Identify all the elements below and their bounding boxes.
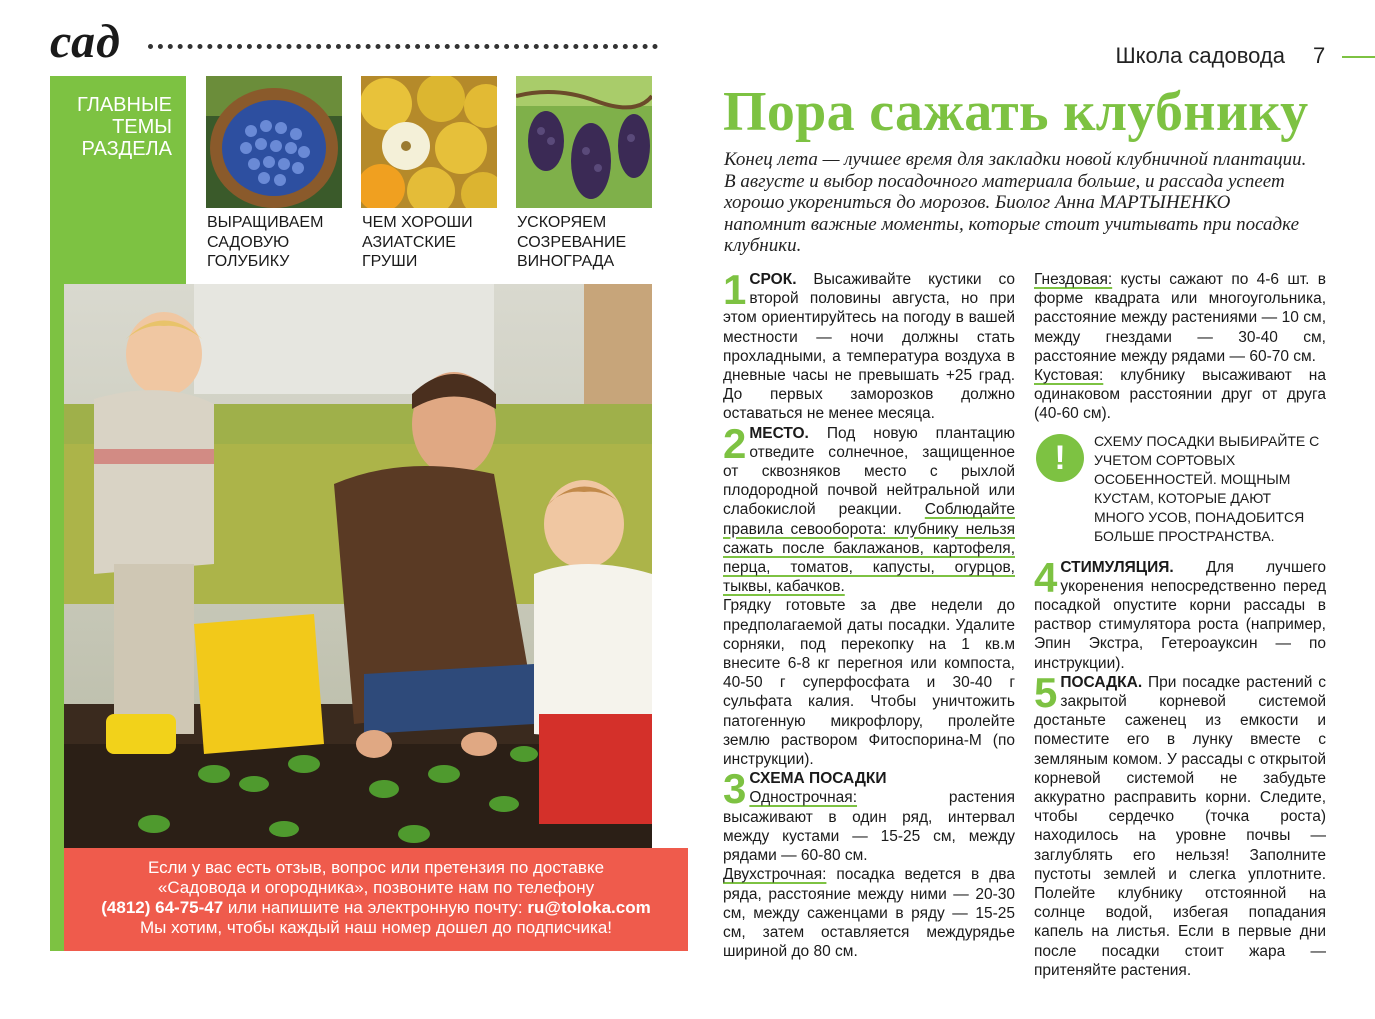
page-number: 7: [1313, 43, 1326, 68]
scheme-label: Двухстрочная:: [723, 866, 827, 884]
step-heading: СРОК.: [749, 271, 797, 288]
scheme-label: Кустовая:: [1034, 367, 1104, 385]
page-header-title: Школа садовода: [1115, 43, 1285, 68]
step-1: [723, 266, 1015, 424]
step-heading: ПОСАДКА.: [1060, 673, 1143, 691]
caption-line: САДОВУЮ: [207, 233, 290, 251]
asian-pears-photo[interactable]: [361, 76, 497, 208]
topics-title-line: РАЗДЕЛА: [81, 138, 172, 160]
tip-box: [1034, 432, 1326, 544]
scheme-text: растения высаживают в один ряд, интервал между кустами — 15-25 см, между рядами — 60-80 см.: [723, 789, 1015, 865]
step-5: [1034, 668, 1326, 980]
step-number: 3: [723, 765, 747, 813]
step-3: [723, 765, 1015, 961]
step-2: [723, 419, 1015, 770]
topic-caption-pears[interactable]: [362, 213, 512, 272]
caption-line: ЧЕМ ХОРОШИ: [362, 214, 473, 231]
step-number: 5: [1034, 668, 1058, 716]
crop-rotation-rule: Соблюдайте правила севооборота: клубнику нельзя сажать после баклажанов, картофеля, перца, томатов, капусты, огурцов, тыквы, кабачков.: [723, 501, 1015, 596]
dotted-divider: [148, 44, 658, 49]
caption-line: ВЫРАЩИВАЕМ: [207, 214, 324, 231]
exclamation-icon: !: [1036, 434, 1084, 482]
topics-title-line: ТЕМЫ: [112, 116, 172, 138]
step-number: 1: [723, 266, 747, 313]
scheme-text: кусты сажают по 4-6 шт. в форме квадрата или многоугольника, расстояние между растениями — 10 см, между гнездами — 30-40 см, расстояние между рядами — 60-70 см.: [1034, 271, 1326, 365]
section-title: сад: [50, 15, 121, 68]
caption-line: АЗИАТСКИЕ: [362, 233, 456, 251]
article-lead: Конец лета — лучшее время для закладки новой клубничной плантации. В августе и выбор посадочного материала больше, и рассада успеет хорошо укорениться до морозов. Биолог Анна МАРТЫНЕНКО напомнит важные моменты, которые стоит учитывать при посадке клубники.: [724, 149, 1307, 256]
step-heading: СТИМУЛЯЦИЯ.: [1060, 558, 1174, 576]
contact-line-mid: или напишите на электронную почту:: [223, 898, 528, 917]
step-text: Грядку готовьте за две недели до предполагаемой даты посадки. Удалите сорняки, под перекопку на 1 кв.м внесите 6-8 кг перегноя или компоста, 40-50 г суперфосфата и 30-40 г сульфата калия. Чтобы уничтожить патогенную микрофлору, пролейте землю раствором Фитоспорина-М (по инструкции).: [723, 597, 1015, 769]
header-rule: [1342, 56, 1375, 58]
article-column-2: [1034, 270, 1326, 980]
article-column-1: [723, 266, 1015, 961]
scheme-label: Однострочная:: [749, 789, 858, 807]
caption-line: ГРУШИ: [362, 253, 418, 270]
topics-title: [52, 94, 172, 160]
caption-line: ВИНОГРАДА: [517, 253, 615, 270]
caption-line: ГОЛУБИКУ: [207, 253, 290, 270]
step-number: 2: [723, 419, 747, 467]
topic-caption-grapes[interactable]: [517, 213, 667, 272]
step-text: Под новую плантацию отведите солнечное, защищенное от сквозняков место с рыхлой плодородной почвой нейтральной или слабокислой реакции.: [723, 424, 1015, 519]
tip-text: СХЕМУ ПОСАДКИ ВЫБИРАЙТЕ С УЧЕТОМ СОРТОВЫХ ОСОБЕННОСТЕЙ. МОЩНЫМ КУСТАМ, КОТОРЫЕ ДАЮТ МНОГО УСОВ, ПОНАДОБИТСЯ БОЛЬШЕ ПРОСТРАНСТВА.: [1094, 432, 1320, 544]
contact-banner: [64, 848, 688, 951]
step-text: Для лучшего укоренения непосредственно перед посадкой опустите корни рассады в раствор стимулятора роста (например, Эпин Экстра, Гетероауксин — по инструкции).: [1034, 558, 1326, 672]
step-heading: МЕСТО.: [749, 424, 809, 442]
contact-line: «Садовода и огородника», позвоните нам по телефону: [157, 878, 595, 897]
contact-phone[interactable]: (4812) 64-75-47: [101, 898, 224, 917]
step-heading: СХЕМА ПОСАДКИ: [749, 770, 887, 788]
family-gardening-photo: [64, 284, 652, 848]
article-title: Пора сажать клубнику: [723, 81, 1309, 143]
caption-line: УСКОРЯЕМ: [517, 214, 607, 231]
step-text: При посадке растений с закрытой корневой системой достаньте саженец из емкости и поместите его в лунку вместе с земляным комом. У рассады с открытой корневой системой не забудьте аккуратно расправить корни. Следите, чтобы сердечко (точка роста) находилось на уровне почвы — заглублять его нельзя! Заполните пустоты землей и слегка уплотните. Полейте клубнику отстоянной на солнце водой, избегая попадания капель на листья. Если в первые дни после посадки стоит жара — притеняйте растения.: [1034, 673, 1326, 979]
contact-line: [64, 898, 688, 918]
step-4: [1034, 553, 1326, 673]
grapes-photo[interactable]: [516, 76, 652, 208]
step-number: 4: [1034, 553, 1058, 601]
step-text: Высаживайте кустики со второй половины августа, но при этом ориентируйтесь на погоду в вашей местности — ночи должны стать прохладными, а температура воздуха в дневные часы не превышать +25 град. До первых заморозков должно оставаться не менее месяца.: [723, 271, 1015, 423]
contact-line: Если у вас есть отзыв, вопрос или претензия по доставке: [147, 858, 605, 877]
topics-title-line: ГЛАВНЫЕ: [77, 94, 172, 116]
contact-email[interactable]: ru@toloka.com: [527, 898, 651, 917]
caption-line: СОЗРЕВАНИЕ: [517, 233, 627, 251]
scheme-text: клубнику высаживают на одинаковом расстоянии друг от друга (40-60 см).: [1034, 367, 1326, 423]
topic-caption-blueberry[interactable]: [207, 213, 357, 272]
contact-line: Мы хотим, чтобы каждый наш номер дошел до подписчика!: [139, 918, 613, 937]
topics-box: [50, 76, 186, 284]
scheme-text: посадка ведется в два ряда, расстояние между ними — 20-30 см, между саженцами в ряду — 15-25 см, затем оставляется междурядье шириной до 80 см.: [723, 866, 1015, 961]
scheme-label: Гнездовая:: [1034, 271, 1113, 288]
blueberry-basket-photo[interactable]: [206, 76, 342, 208]
